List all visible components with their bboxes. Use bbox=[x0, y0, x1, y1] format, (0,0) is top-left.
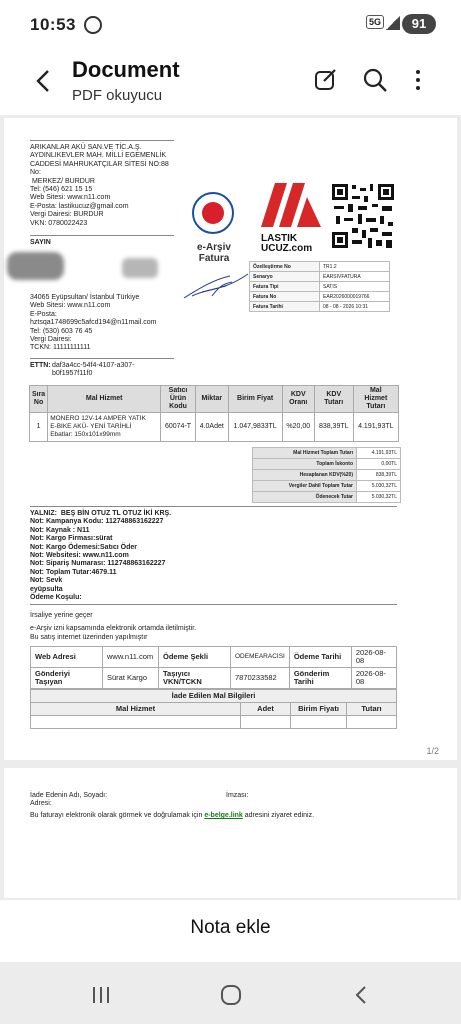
cell: 838,39TL bbox=[314, 413, 353, 442]
whatsapp-icon bbox=[84, 16, 102, 34]
back-arrow-icon[interactable] bbox=[30, 66, 58, 96]
items-table-header bbox=[30, 386, 399, 413]
divider bbox=[30, 140, 174, 141]
status-bar bbox=[0, 0, 461, 50]
total-value: 838,39TL bbox=[357, 470, 401, 481]
gib-logo bbox=[192, 192, 234, 234]
cell: 2026-08- 08 bbox=[351, 647, 396, 668]
col-header: Sıra No bbox=[30, 386, 48, 413]
lastikucuz-logo bbox=[261, 183, 321, 227]
col-header: Mal Hizmet Tutarı bbox=[353, 386, 398, 413]
total-label: Hesaplanan KDV(%20) bbox=[253, 470, 357, 481]
totals-table bbox=[252, 447, 401, 503]
info-value: 08 - 08 - 2026 10:31 bbox=[320, 302, 390, 312]
address-label: Adresi: bbox=[30, 800, 52, 807]
invoice-notes: YALNIZ: BEŞ BİN OTUZ TL OTUZ İKİ KRŞ. Not: Kampanya Kodu: 112748863162227 Not: Kaynak : N11 Not: Kargo Firması:sürat Not: Kargo Ödemesi:Satıcı Öder Not: Websitesi: www.n11.com Not: Sipariş Numarası: 112748863162227 Not: Toplam Tutar:4679.11 Not: Sevk eyüpsulta Ödeme Koşulu: bbox=[30, 510, 172, 602]
table-row bbox=[30, 413, 399, 442]
web-info-table bbox=[30, 646, 397, 689]
return-items-table bbox=[30, 689, 397, 729]
cell: www.n11.com bbox=[103, 647, 159, 668]
col-header: Mal Hizmet bbox=[31, 703, 241, 716]
return-table-title: İade Edilen Mal Bilgileri bbox=[31, 690, 397, 703]
cell: %20,00 bbox=[282, 413, 314, 442]
battery-indicator: 91 bbox=[402, 14, 436, 34]
cell: Taşıyıcı VKN/TCKN bbox=[159, 668, 231, 689]
cell: 2026-08- 08 bbox=[351, 668, 396, 689]
network-badge: 5G bbox=[366, 15, 384, 29]
info-label: Özelleştirme No bbox=[250, 262, 320, 272]
total-value: 4.191,93TL bbox=[357, 448, 401, 459]
cell: Ödeme Tarihi bbox=[289, 647, 351, 668]
total-label: Mal Hizmet Toplam Tutarı bbox=[253, 448, 357, 459]
edit-icon[interactable] bbox=[312, 66, 340, 94]
more-options-icon[interactable] bbox=[404, 66, 432, 94]
signature-image bbox=[182, 270, 252, 302]
redacted-name-2 bbox=[122, 258, 158, 278]
divider bbox=[30, 506, 397, 507]
ebelge-link[interactable]: e-belge.link bbox=[204, 812, 243, 819]
col-header: Miktar bbox=[195, 386, 228, 413]
col-header: Tutarı bbox=[347, 703, 397, 716]
pdf-page-2 bbox=[4, 768, 457, 898]
lastikucuz-wordmark: LASTIK UCUZ.com bbox=[261, 233, 313, 254]
divider bbox=[30, 604, 397, 605]
info-value: EARSIVFATURA bbox=[320, 272, 390, 282]
ettn-label: ETTN: bbox=[30, 362, 51, 369]
add-note-button[interactable]: Nota ekle bbox=[0, 900, 461, 962]
cell: Ödeme Şekli bbox=[159, 647, 231, 668]
cell: Gönderiyi Taşıyan bbox=[31, 668, 103, 689]
cell: 7870233582 bbox=[231, 668, 290, 689]
search-icon[interactable] bbox=[361, 66, 389, 94]
divider bbox=[30, 358, 174, 359]
col-header: KDV Tutarı bbox=[314, 386, 353, 413]
info-value: EAR2026000019766 bbox=[320, 292, 390, 302]
info-label: Fatura Tipi bbox=[250, 282, 320, 292]
verify-text-part: adresini ziyaret ediniz. bbox=[242, 812, 315, 819]
divider bbox=[30, 235, 174, 236]
buyer-info: 34065 Eyüpsultan/ İstanbul Türkiye Web Sitesi: www.n11.com E-Posta: hztsqa1748699c5afcd194@n11mail.com Tel: (530) 603 76 45 Vergi Dairesi: TCKN: 11111111111 bbox=[30, 294, 157, 352]
verify-text-part: Bu faturayı elektronik olarak görmek ve doğrulamak için bbox=[30, 812, 205, 819]
page-subtitle: PDF okuyucu bbox=[72, 87, 163, 104]
return-name-label: İade Edenin Adı, Soyadı: bbox=[30, 792, 108, 799]
back-nav-icon[interactable] bbox=[350, 984, 372, 1006]
cell: ODEMEARACISI bbox=[231, 647, 290, 668]
info-value: SATIS bbox=[320, 282, 390, 292]
qr-code bbox=[330, 182, 396, 250]
seller-info: ARIKANLAR AKÜ SAN.VE TİC.A.Ş. AYDINLIKEVLER MAH. MİLLİ EGEMENLİK CADDESİ MAHRUKATÇILAR SİTESİ NO:88 No: MERKEZ/ BURDUR Tel: (546) 621 15 15 Web Sitesi: www.n11.com E-Posta: lastikucuz@gmail.com Vergi Dairesi: BURDUR VKN: 0780022423 bbox=[30, 144, 169, 227]
total-label: Vergiler Dahil Toplam Tutar bbox=[253, 481, 357, 492]
total-label: Ödenecek Tutar bbox=[253, 492, 357, 503]
verify-text bbox=[30, 812, 314, 820]
info-label: Fatura Tarihi bbox=[250, 302, 320, 312]
items-table bbox=[29, 385, 399, 442]
home-icon[interactable] bbox=[220, 984, 242, 1006]
table-row bbox=[31, 716, 397, 729]
col-header: KDV Oranı bbox=[282, 386, 314, 413]
redacted-name bbox=[7, 252, 64, 280]
footer-note-1: İrsaliye yerine geçer bbox=[30, 612, 93, 619]
info-value: TR1.2 bbox=[320, 262, 390, 272]
cell: 1 bbox=[30, 413, 48, 442]
cell: 4.191,93TL bbox=[353, 413, 398, 442]
cell: MONERO 12V-14 AMPER YATIK E-BIKE AKÜ- YENİ TARİHLİ Ebatlar: 150x101x99mm bbox=[48, 413, 161, 442]
page-title: Document bbox=[72, 57, 180, 82]
signal-icon bbox=[386, 16, 400, 30]
col-header: Birim Fiyatı bbox=[291, 703, 347, 716]
invoice-info-table bbox=[249, 261, 390, 312]
table-row bbox=[31, 668, 397, 689]
total-label: Toplam İskonto bbox=[253, 459, 357, 470]
total-value: 5.030,32TL bbox=[357, 481, 401, 492]
status-time: 10:53 bbox=[30, 15, 76, 34]
pdf-page-1 bbox=[4, 118, 457, 760]
info-label: Fatura No bbox=[250, 292, 320, 302]
cell: 1.047,9833TL bbox=[228, 413, 282, 442]
col-header: Satıcı Ürün Kodu bbox=[161, 386, 196, 413]
system-nav-bar bbox=[0, 966, 461, 1024]
footer-note-2: e-Arşiv izni kapsamında elektronik ortamda iletilmiştir. bbox=[30, 625, 197, 632]
signature-label: İmzası: bbox=[226, 792, 249, 799]
cell: Gönderim Tarihi bbox=[289, 668, 351, 689]
info-label: Senaryo bbox=[250, 272, 320, 282]
cell: Sürat Kargo bbox=[103, 668, 159, 689]
col-header: Birim Fiyat bbox=[228, 386, 282, 413]
ettn-value: daf3a4cc-54f4-4107-a307- b0f1957f11f0 bbox=[52, 362, 135, 378]
page-number: 1/2 bbox=[426, 746, 439, 756]
cell: Web Adresi bbox=[31, 647, 103, 668]
cell: 4.0Adet bbox=[195, 413, 228, 442]
app-bar bbox=[0, 50, 461, 115]
col-header: Adet bbox=[241, 703, 291, 716]
table-row bbox=[31, 647, 397, 668]
total-value: 0,00TL bbox=[357, 459, 401, 470]
total-value: 5.030,32TL bbox=[357, 492, 401, 503]
buyer-sayin: SAYIN bbox=[30, 239, 51, 246]
cell: 60074-T bbox=[161, 413, 196, 442]
recent-apps-icon[interactable] bbox=[90, 984, 112, 1006]
earsiv-label: e-Arşiv Fatura bbox=[197, 242, 231, 264]
footer-note-3: Bu satış internet üzerinden yapılmıştır bbox=[30, 634, 148, 641]
col-header: Mal Hizmet bbox=[48, 386, 161, 413]
